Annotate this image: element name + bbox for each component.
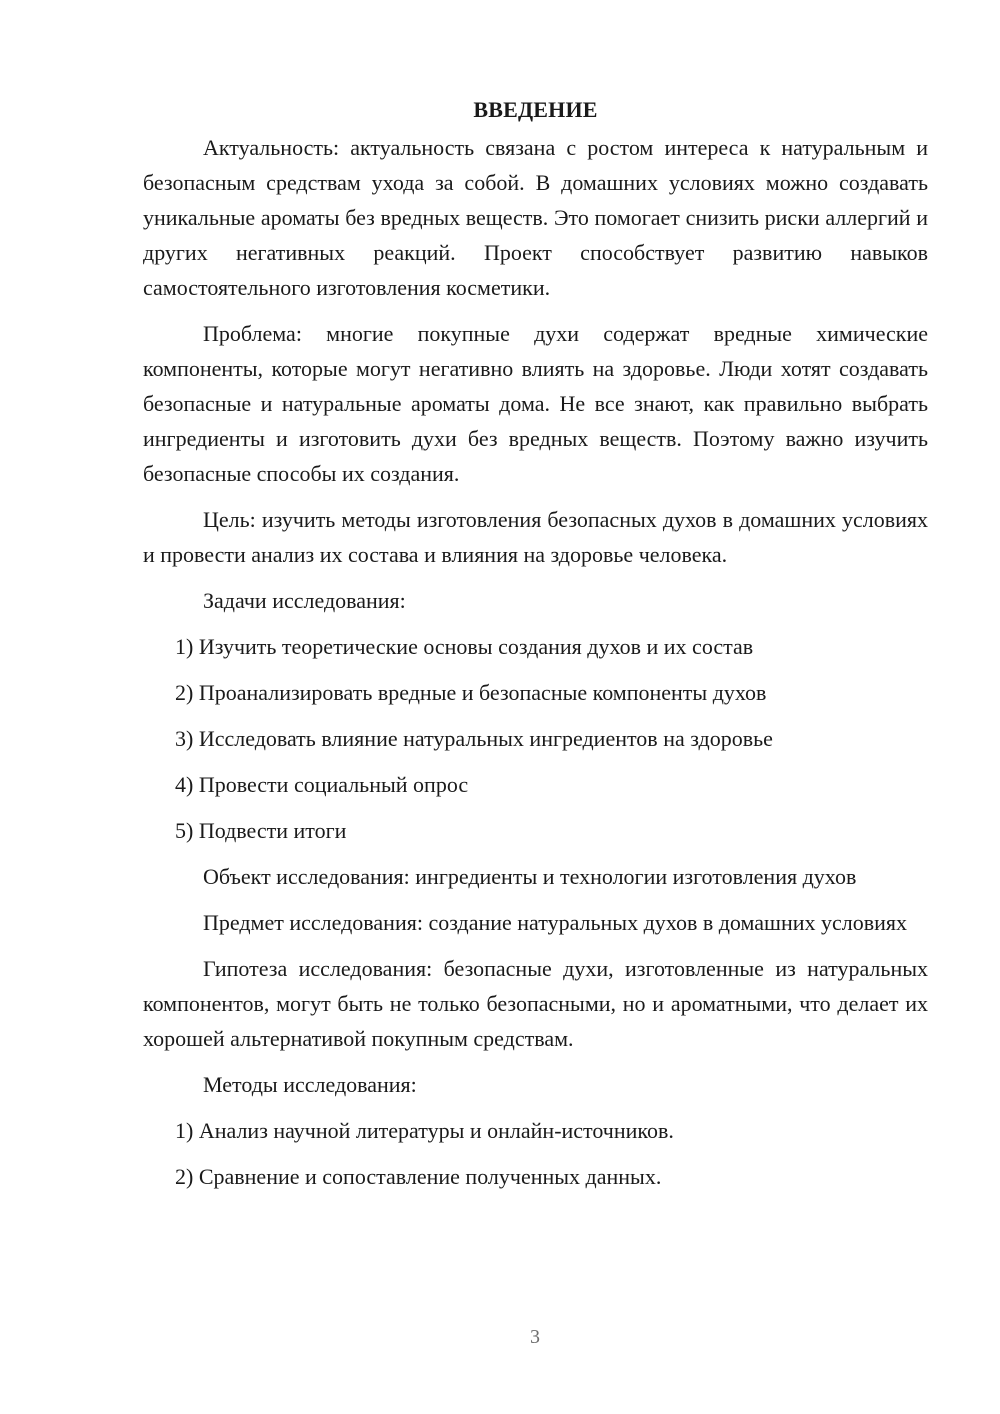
document-page bbox=[143, 92, 928, 1205]
task-item-4: 4) Провести социальный опрос bbox=[175, 772, 469, 797]
task-item-3: 3) Исследовать влияние натуральных ингредиентов на здоровье bbox=[175, 726, 773, 751]
methods-heading: Методы исследования: bbox=[203, 1072, 417, 1097]
paragraph-object: Объект исследования: ингредиенты и технологии изготовления духов bbox=[203, 864, 857, 889]
paragraph-subject: Предмет исследования: создание натуральных духов в домашних условиях bbox=[203, 910, 908, 935]
tasks-heading: Задачи исследования: bbox=[203, 588, 406, 613]
task-item-5: 5) Подвести итоги bbox=[175, 818, 347, 843]
page-number: 3 bbox=[530, 1326, 540, 1348]
paragraph-relevance: Актуальность: актуальность связана с ростом интереса к натуральным и безопасным средствам ухода за собой. В домашних условиях можно создавать уникальные ароматы без вредных веществ. Это помогает снизить риски аллергий и других негативных реакций. Проект способствует развитию навыков самостоятельного изготовления косметики. bbox=[143, 135, 928, 300]
paragraph-hypothesis: Гипотеза исследования: безопасные духи, изготовленные из натуральных компонентов, могут быть не только безопасными, но и ароматными, что делает их хорошей альтернативой покупным средствам. bbox=[143, 956, 928, 1051]
method-item-1: 1) Анализ научной литературы и онлайн-источников. bbox=[175, 1118, 674, 1143]
method-item-2: 2) Сравнение и сопоставление полученных данных. bbox=[175, 1164, 662, 1189]
paragraph-problem: Проблема: многие покупные духи содержат вредные химические компоненты, которые могут негативно влиять на здоровье. Люди хотят создавать безопасные и натуральные ароматы дома. Не все знают, как правильно выбрать ингредиенты и изготовить духи без вредных веществ. Поэтому важно изучить безопасные способы их создания. bbox=[143, 321, 928, 486]
paragraph-goal: Цель: изучить методы изготовления безопасных духов в домашних условиях и провести анализ их состава и влияния на здоровье человека. bbox=[143, 507, 928, 567]
task-item-2: 2) Проанализировать вредные и безопасные компоненты духов bbox=[175, 680, 767, 705]
section-title: ВВЕДЕНИЕ bbox=[473, 97, 598, 122]
task-item-1: 1) Изучить теоретические основы создания духов и их состав bbox=[175, 634, 754, 659]
